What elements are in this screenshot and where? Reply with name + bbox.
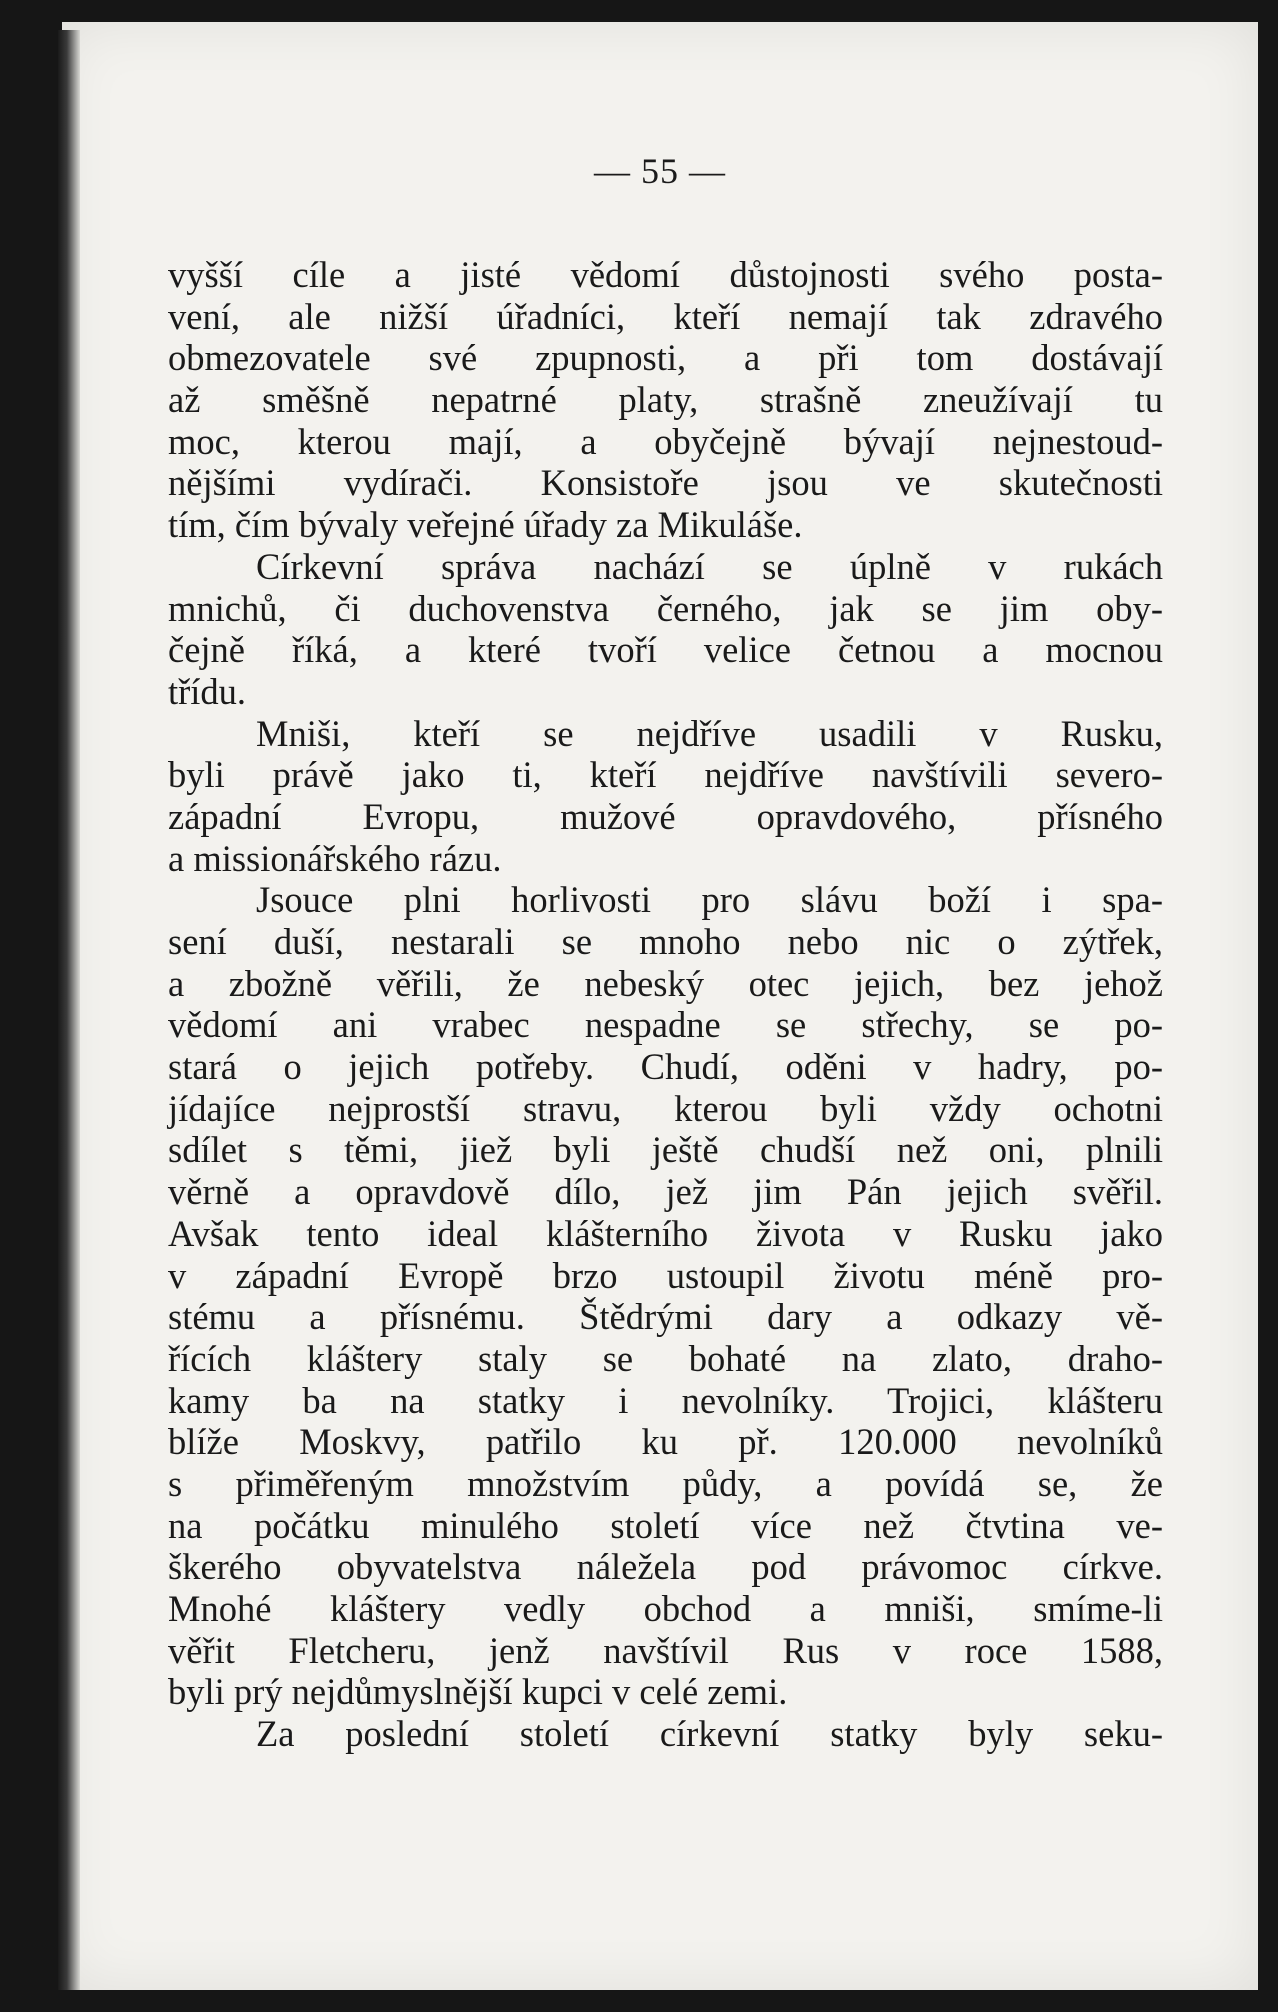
text-line: mnichů, či duchovenstva černého, jak se jim oby- — [168, 587, 1163, 629]
text-line: blíže Moskvy, patřilo ku př. 120.000 nevolníků — [168, 1421, 1163, 1463]
text-line: vyšší cíle a jisté vědomí důstojnosti svého posta- — [168, 254, 1163, 295]
text-line: Církevní správa nachází se úplně v rukách — [256, 545, 1163, 587]
text-line: moc, kterou mají, a obyčejně bývají nejnestoud- — [168, 420, 1163, 462]
text-line: třídu. — [168, 670, 247, 712]
text-line: kamy ba na statky i nevolníky. Trojici, klášteru — [168, 1379, 1163, 1421]
text-line: sení duší, nestarali se mnoho nebo nic o zýtřek, — [168, 921, 1163, 962]
book-spine-shadow — [58, 30, 80, 1990]
text-line: na počátku minulého století více než čtvtina ve- — [168, 1504, 1163, 1546]
text-line: Za poslední století církevní statky byly seku- — [256, 1713, 1163, 1755]
text-line: stému a přísnému. Štědrými dary a odkazy vě- — [168, 1296, 1163, 1338]
text-line: v západní Evropě brzo ustoupil životu méně pro- — [168, 1254, 1163, 1296]
text-line: vení, ale nižší úřadníci, kteří nemají tak zdravého — [168, 295, 1163, 337]
text-line: čejně říká, a které tvoří velice četnou a mocnou — [168, 629, 1163, 671]
text-line: škerého obyvatelstva náležela pod právomoc církve. — [168, 1546, 1163, 1588]
page-number: — 55 — — [594, 151, 726, 191]
text-line: Mnohé kláštery vedly obchod a mniši, smíme-li — [168, 1588, 1163, 1629]
text-line: Mniši, kteří se nejdříve usadili v Rusku, — [256, 712, 1163, 754]
text-line: byli právě jako ti, kteří nejdříve navštívili severo- — [168, 754, 1163, 796]
text-line: byli prý nejdůmyslnější kupci v celé zemi. — [168, 1671, 788, 1713]
text-line: sdílet s těmi, jiež byli ještě chudší než oni, plnili — [168, 1129, 1163, 1171]
text-line: a missionářského rázu. — [168, 837, 502, 879]
text-line: vědomí ani vrabec nespadne se střechy, se po- — [168, 1004, 1163, 1046]
text-line: Jsouce plni horlivosti pro slávu boží i spa- — [256, 879, 1163, 921]
text-line: věřit Fletcheru, jenž navštívil Rus v roce 1588, — [168, 1629, 1163, 1671]
text-line: Avšak tento ideal klášterního života v Rusku jako — [168, 1212, 1163, 1254]
text-line: stará o jejich potřeby. Chudí, oděni v hadry, po- — [168, 1046, 1163, 1088]
text-line: řících kláštery staly se bohaté na zlato, draho- — [168, 1337, 1163, 1379]
text-line: tím, čím bývaly veřejné úřady za Mikuláše. — [168, 504, 803, 546]
text-line: s přiměřeným množstvím půdy, a povídá se, že — [168, 1462, 1163, 1504]
text-line: západní Evropu, mužové opravdového, přísného — [168, 795, 1163, 837]
text-line: a zbožně věřili, že nebeský otec jejich, bez jehož — [168, 962, 1163, 1004]
page-sheet — [62, 22, 1258, 1990]
text-line: věrně a opravdově dílo, jež jim Pán jejich svěřil. — [168, 1171, 1163, 1213]
text-line: jídajíce nejprostší stravu, kterou byli vždy ochotni — [168, 1087, 1163, 1129]
text-line: obmezovatele své zpupnosti, a při tom dostávají — [168, 337, 1163, 379]
body-text — [168, 254, 1163, 1755]
text-line: nějšími vydírači. Konsistoře jsou ve skutečnosti — [168, 462, 1163, 504]
text-line: až směšně nepatrné platy, strašně zneužívají tu — [168, 379, 1163, 421]
